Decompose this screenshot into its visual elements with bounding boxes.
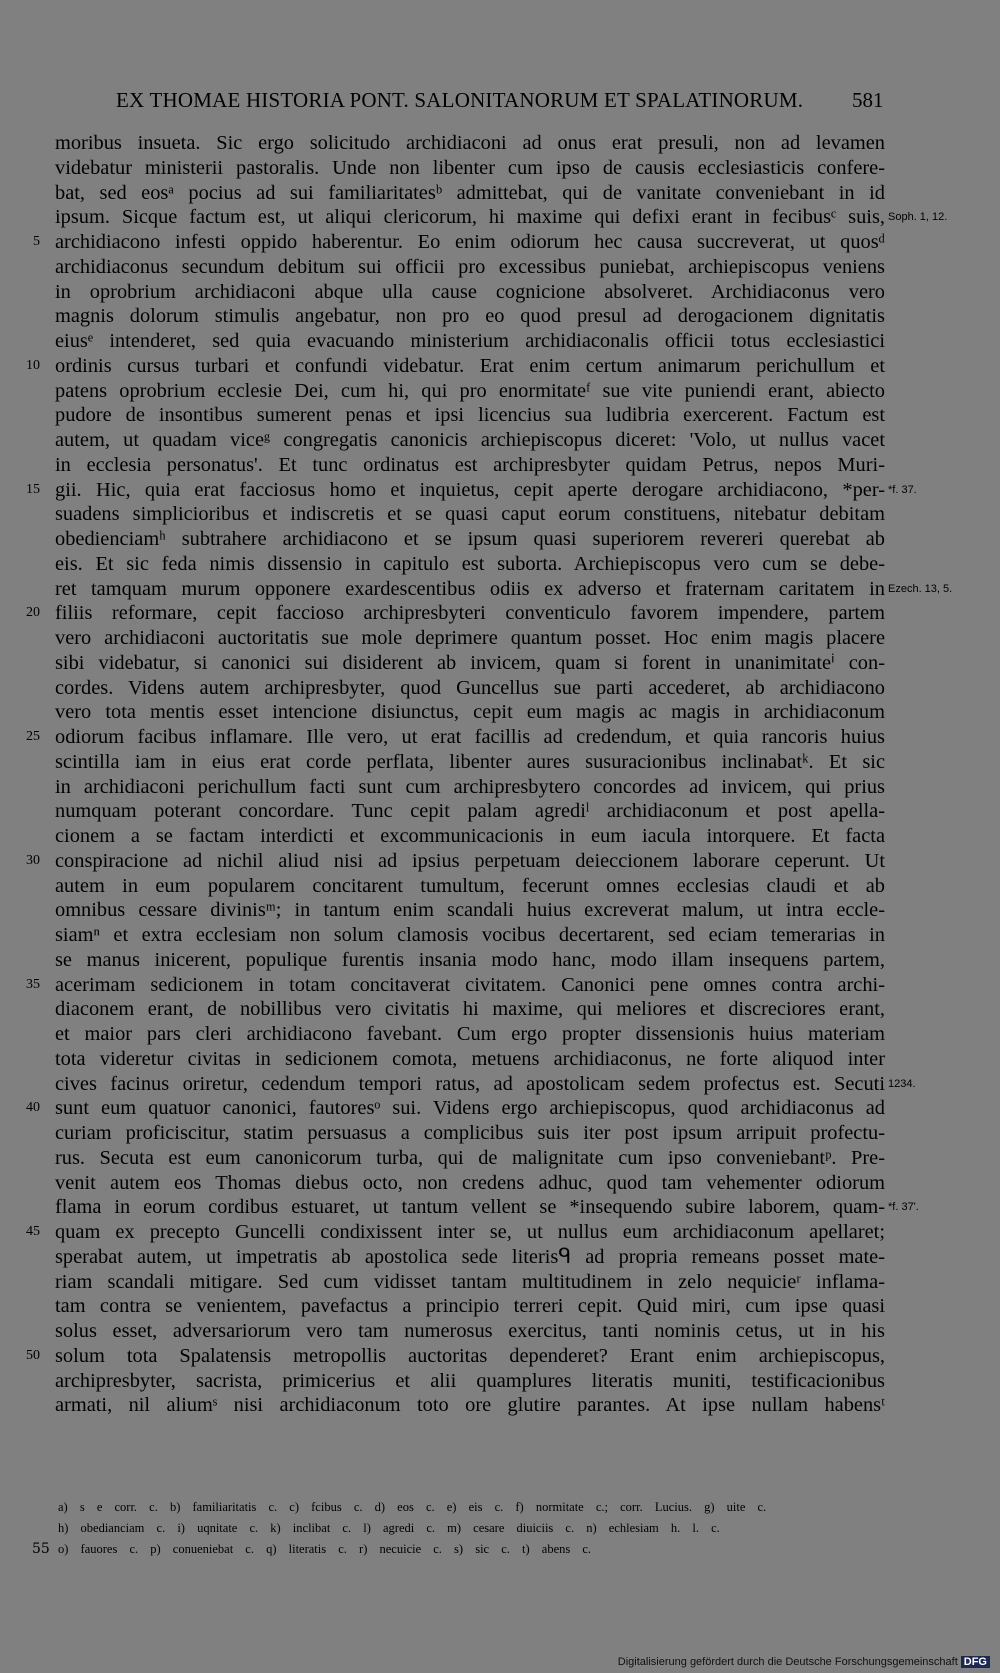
text-line: ret tamquam murum opponere exardescentibus odiis ex adverso et fraternam caritatem in	[55, 577, 885, 600]
line-number: 35	[26, 976, 40, 992]
text-line: omnibus cessare divinisᵐ; in tantum enim scandali huius excreverat malum, ut intra eccle-	[55, 899, 885, 922]
margin-note: Ezech. 13, 5.	[888, 582, 953, 595]
text-line: vero tota mentis esset intencione disiunctus, cepit eum magis ac magis in archidiaconum	[55, 701, 885, 724]
text-line: suadens simplicioribus et indiscretis et se quasi caput eorum constituens, nitebatur debitam	[55, 503, 885, 526]
text-line: numquam poterant concordare. Tunc cepit palam agrediˡ archidiaconum et post apella-	[55, 800, 885, 823]
text-line: diaconem erant, de nobillibus vero civitatis hi maxime, qui meliores et discreciores erant,	[55, 998, 885, 1021]
text-line: conspiracione ad nichil aliud nisi ad ipsius perpetuam deieccionem laborare ceperunt. Ut	[55, 849, 885, 872]
text-line: riam scandali mitigare. Sed cum vidisset tantam multitudinem in zelo nequicieʳ inflama-	[55, 1270, 885, 1293]
text-line: flama in eorum cordibus estuaret, ut tantum vellent se *insequendo subire laborem, quam-	[55, 1196, 885, 1219]
text-line: gii. Hic, quia erat facciosus homo et inquietus, cepit aperte derogare archidiacono, *per-	[55, 478, 885, 501]
digitization-credit	[618, 1656, 990, 1668]
margin-note: Soph. 1, 12.	[888, 211, 948, 224]
text-line: in ecclesia personatus'. Et tunc ordinatus est archipresbyter quidam Petrus, nepos Muri-	[55, 453, 885, 476]
line-number: 20	[26, 605, 40, 621]
text-line: filiis reformare, cepit faccioso archipresbyteri conventiculo favorem impendere, partem	[55, 602, 885, 625]
text-line: vero archidiaconi auctoritatis sue mole deprimere quantum posset. Hoc enim magis placere	[55, 627, 885, 649]
text-line: sunt eum quatuor canonici, fautoresᵒ sui. Videns ergo archiepiscopus, quod archidiaconus ad	[55, 1097, 885, 1120]
text-line: videbatur ministerii pastoralis. Unde non libenter cum ipso de causis ecclesiasticis confere-	[55, 156, 885, 179]
text-line: armati, nil aliumˢ nisi archidiaconum toto ore glutire parantes. At ipse nullam habensᵗ	[55, 1394, 885, 1417]
line-number: 15	[26, 481, 40, 497]
footnote-line: a) s e corr. c. b) familiaritatis c. c) fcibus c. d) eos c. e) eis c. f) normitate c.; corr. Lucius. g) uite c.	[58, 1500, 767, 1514]
text-line: venit autem eos Thomas diebus octo, non credens adhuc, quod tam vehementer odiorum	[55, 1171, 885, 1194]
text-line: sperabat autem, ut impetratis ab apostolica sede literisᑫ ad propria remeans posset mate-	[55, 1245, 885, 1268]
margin-note: 1234.	[888, 1077, 916, 1090]
line-number: 30	[26, 852, 40, 868]
text-line: curiam proficiscitur, statim persuasus a complicibus suis iter post ipsum arripuit profectu-	[55, 1122, 885, 1144]
page-number: 581	[852, 88, 884, 112]
text-line: obedienciamʰ subtrahere archidiacono et se ipsum quasi superiorem revereri querebat ab	[55, 528, 885, 550]
text-line: ordinis cursus turbari et confundi videbatur. Erat enim certum animarum perichullum et	[55, 354, 885, 377]
text-line: autem, ut quadam viceᵍ congregatis canonicis archiepiscopus diceret: 'Volo, ut nullus vacet	[55, 429, 885, 451]
text-line: acerimam sedicionem in totam concitaverat civitatem. Canonici pene omnes contra archi-	[55, 973, 885, 996]
text-line: odiorum facibus inflamare. Ille vero, ut erat facillis ad credendum, et quia rancoris huius	[55, 726, 885, 748]
text-line: quam ex precepto Guncelli condixissent inter se, ut nullus eum archidiaconum apellaret;	[55, 1221, 885, 1243]
text-line: in oprobrium archidiaconi abque ulla cause cognicione absolveret. Archidiaconus vero	[55, 280, 885, 303]
line-number: 50	[26, 1347, 40, 1363]
text-line: archidiaconus secundum debitum sui officii pro excessibus puniebat, archiepiscopus veniens	[55, 255, 885, 278]
page-title: EX THOMAE HISTORIA PONT. SALONITANORUM ET SPALATINORUM.	[116, 88, 804, 112]
margin-note: *f. 37'.	[888, 1201, 919, 1214]
credit-text: Digitalisierung gefördert durch die Deutsche Forschungsgemeinschaft	[617, 1656, 958, 1668]
dfg-logo: DFG	[961, 1656, 990, 1668]
line-number: 40	[26, 1100, 40, 1116]
text-line: magnis dolorum stimulis angebatur, non pro eo quod presul ad derogacionem dignitatis	[55, 305, 885, 328]
text-line: bat, sed eosᵃ pocius ad sui familiaritatesᵇ admittebat, qui de vanitate conveniebant in id	[55, 181, 885, 204]
text-line: cives facinus oriretur, cedendum tempori ratus, ad apostolicam sedem profectus est. Secuti	[55, 1072, 885, 1095]
text-line: solum tota Spalatensis metropollis auctoritas dependeret? Erant enim archiepiscopus,	[55, 1344, 885, 1367]
text-line: archidiacono infesti oppido haberentur. Eo enim odiorum hec causa succreverat, ut quosᵈ	[55, 231, 885, 253]
text-line: in archidiaconi perichullum facti sunt cum archipresbytero concordes ad invicem, qui prius	[55, 775, 885, 798]
line-number: 5	[33, 234, 40, 249]
running-header	[0, 88, 1000, 118]
text-line: cionem a se factam interdicti et excommunicacionis in eum iacula intorquere. Et facta	[55, 825, 885, 847]
margin-note: *f. 37.	[888, 483, 917, 496]
text-line: se manus inicerent, populique furentis insania modo hanc, modo illam insequens partem,	[55, 948, 885, 971]
text-line: eiusᵉ intenderet, sed quia evacuando ministerium archidiaconalis officii totus ecclesiastici	[55, 330, 885, 352]
text-line: cordes. Videns autem archipresbyter, quod Guncellus sue parti accederet, ab archidiacono	[55, 676, 885, 699]
text-line: autem in eum popularem concitarent tumultum, fecerunt omnes ecclesias claudi et ab	[55, 874, 885, 897]
text-line: moribus insueta. Sic ergo solicitudo archidiaconi ad onus erat presuli, non ad levamen	[55, 132, 885, 154]
text-line: et maior pars cleri archidiacono favebant. Cum ergo propter dissensionis huius materiam	[55, 1023, 885, 1045]
text-line: rus. Secuta est eum canonicorum turba, qui de malignitate cum ipso conveniebantᵖ. Pre-	[55, 1146, 885, 1169]
text-line: solus esset, adversariorum vero tam numerosus exercitus, tanti nominis cetus, ut in his	[55, 1320, 885, 1342]
text-line: patens oprobrium ecclesie Dei, cum hi, qui pro enormitateᶠ sue vite puniendi erant, abiecto	[55, 379, 885, 402]
footnote-line: h) obedianciam c. i) uqnitate c. k) inclibat c. l) agredi c. m) cesare diuiciis c. n) echlesiam h. l. c.	[58, 1521, 720, 1535]
text-line: pudore de insontibus sumerent penas et ipsi licencius sua ludibria exercerent. Factum est	[55, 404, 885, 427]
text-line: eis. Et sic feda nimis dissensio in capitulo est suborta. Archiepiscopus vero cum se debe-	[55, 552, 885, 575]
footnote-line: o) fauores c. p) conueniebat c. q) literatis c. r) necuicie c. s) sic c. t) abens c.	[58, 1542, 592, 1556]
text-line: tota videretur civitas in sedicionem comota, metuens archidiaconus, ne forte aliquod inter	[55, 1047, 885, 1070]
line-number: 45	[26, 1224, 40, 1239]
line-number: 25	[26, 729, 40, 744]
text-line: siamⁿ et extra ecclesiam non solum clamosis vocibus decertarent, sed eciam temerarias in	[55, 924, 885, 946]
text-line: ipsum. Sicque factum est, ut aliqui clericorum, hi maxime qui defixi erant in fecibusᶜ suis,	[55, 206, 885, 229]
text-line: archipresbyter, sacrista, primicerius et alii quamplures literatis muniti, testificacionibus	[55, 1369, 885, 1392]
line-number: 55	[32, 1541, 50, 1557]
text-line: tam contra se venientem, pavefactus a principio terreri cepit. Quid miri, cum ipse quasi	[55, 1295, 885, 1318]
text-line: sibi videbatur, si canonici sui disiderent ab invicem, quam si forent in unanimitateⁱ con-	[55, 651, 885, 674]
line-number: 10	[26, 357, 40, 373]
text-line: scintilla iam in eius erat corde perflata, libenter aures susuracionibus inclinabatᵏ. Et sic	[55, 750, 885, 773]
